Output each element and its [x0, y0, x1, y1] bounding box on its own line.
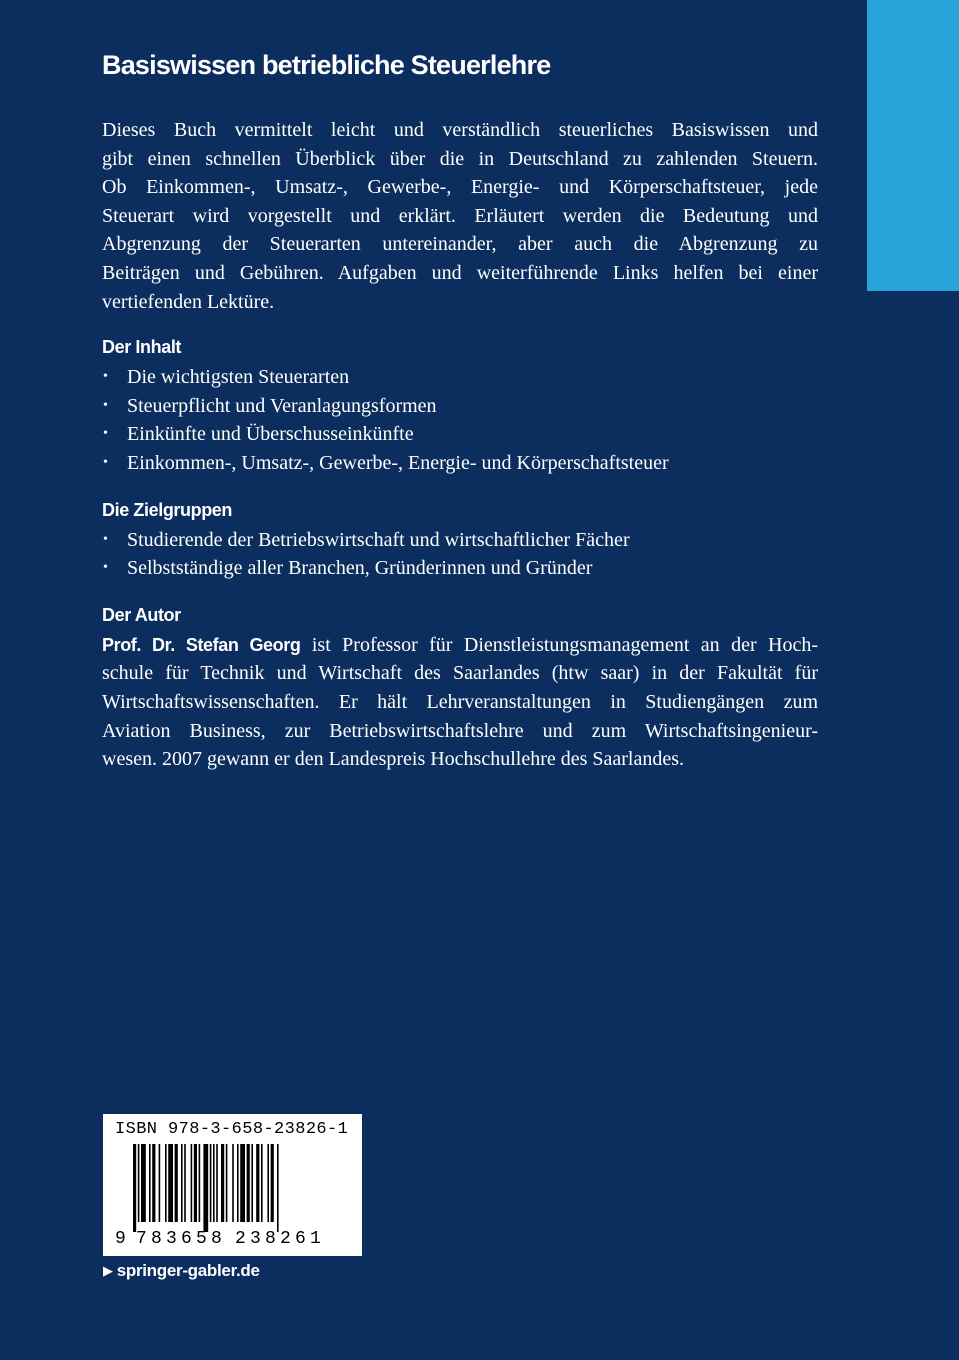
barcode-digit: 2 — [280, 1229, 291, 1249]
intro-line: Steuerart wird vorgestellt und erklärt. Erläutert werden die Bedeutung und — [102, 204, 818, 227]
author-line-text: ist Professor für Dienstleistungsmanagement an der Hoch- — [300, 633, 819, 656]
barcode-bar — [226, 1144, 228, 1222]
barcode-bar — [152, 1144, 155, 1222]
barcode-bar — [232, 1144, 234, 1222]
barcode-bar — [216, 1144, 218, 1222]
author-name: Prof. Dr. Stefan Georg — [102, 634, 301, 655]
publisher-website[interactable] — [103, 1261, 260, 1281]
barcode-bar — [203, 1144, 208, 1232]
list-item — [102, 526, 818, 555]
intro-line: Abgrenzung der Steuerarten untereinander, aber auch die Abgrenzung zu — [102, 233, 818, 256]
list-item-text: Einkommen-, Umsatz-, Gewerbe-, Energie- und Körperschaftsteuer — [127, 451, 669, 474]
barcode-bar — [240, 1144, 245, 1222]
barcode-bar — [247, 1144, 250, 1222]
bullet-icon: • — [103, 531, 108, 547]
bullet-icon: • — [103, 560, 108, 576]
barcode-bar — [271, 1144, 274, 1222]
list-item-text: Selbstständige aller Branchen, Gründerinnen und Gründer — [127, 557, 593, 580]
barcode-bar — [267, 1144, 269, 1222]
intro-line: Dieses Buch vermittelt leicht und verständlich steuerliches Basiswissen und — [102, 119, 818, 141]
barcode-digit: 8 — [265, 1229, 276, 1249]
arrow-right-icon: ▶ — [103, 1263, 113, 1278]
barcode-bar — [159, 1144, 161, 1222]
contents-list — [102, 363, 818, 477]
list-item — [102, 449, 818, 478]
list-item-text: Studierende der Betriebswirtschaft und wirtschaftlicher Fächer — [127, 528, 630, 551]
barcode-bar — [138, 1144, 140, 1222]
barcode-bar — [251, 1144, 253, 1222]
author-line: schule für Technik und Wirtschaft des Saarlandes (htw saar) in der Fakultät für — [102, 662, 818, 685]
isbn-label: ISBN 978-3-658-23826-1 — [115, 1120, 349, 1139]
barcode-bar — [165, 1144, 167, 1222]
barcode-digit: 6 — [295, 1229, 306, 1249]
barcode-bar — [133, 1144, 136, 1232]
barcode-digit: 6 — [181, 1229, 192, 1249]
barcode-bar — [149, 1144, 151, 1222]
barcode-digit: 2 — [235, 1229, 246, 1249]
list-item-text: Einkünfte und Überschusseinkünfte — [127, 423, 414, 446]
barcode-digit: 3 — [250, 1229, 261, 1249]
list-item — [102, 554, 818, 583]
barcode-bar — [141, 1144, 146, 1222]
book-title: Basiswissen betriebliche Steuerlehre — [102, 50, 551, 80]
author-line — [102, 631, 818, 660]
barcode-bar — [213, 1144, 215, 1222]
barcode-bar — [277, 1144, 279, 1232]
barcode-bars — [103, 1144, 362, 1234]
barcode-bar — [237, 1144, 239, 1222]
author-line: Wirtschaftswissenschaften. Er hält Lehrveranstaltungen in Studiengängen zum — [102, 690, 818, 713]
list-item — [102, 392, 818, 421]
audience-list — [102, 526, 818, 583]
barcode-bar — [210, 1144, 212, 1222]
barcode-digit: 3 — [166, 1229, 177, 1249]
isbn-barcode — [103, 1114, 362, 1256]
author-paragraph — [102, 631, 818, 774]
intro-line: Ob Einkommen-, Umsatz-, Gewerbe-, Energie- und Körperschaftsteuer, jede — [102, 176, 818, 199]
intro-line: Beiträgen und Gebühren. Aufgaben und weiterführende Links helfen bei einer — [102, 261, 818, 284]
barcode-digit: 1 — [310, 1229, 321, 1249]
author-line: Aviation Business, zur Betriebswirtschaftslehre und zum Wirtschaftsingenieur- — [102, 719, 818, 742]
barcode-bar — [261, 1144, 263, 1222]
intro-paragraph — [102, 116, 818, 316]
barcode-digit: 8 — [151, 1229, 162, 1249]
bullet-icon: • — [103, 454, 108, 470]
barcode-digit: 7 — [136, 1229, 147, 1249]
barcode-bar — [184, 1144, 186, 1222]
barcode-bar — [199, 1144, 201, 1222]
list-item-text: Die wichtigsten Steuerarten — [127, 366, 350, 389]
website-label: springer-gabler.de — [116, 1261, 260, 1280]
list-item — [102, 420, 818, 449]
back-cover-text — [102, 40, 818, 774]
barcode-bar — [221, 1144, 224, 1222]
barcode-bar — [256, 1144, 259, 1222]
bullet-icon: • — [103, 426, 108, 442]
audience-heading: Die Zielgruppen — [102, 499, 233, 520]
bullet-icon: • — [103, 369, 108, 385]
contents-heading: Der Inhalt — [102, 337, 182, 358]
bullet-icon: • — [103, 397, 108, 413]
barcode-bar — [181, 1144, 183, 1222]
list-item — [102, 363, 818, 392]
list-item-text: Steuerpflicht und Veranlagungsformen — [127, 394, 437, 417]
intro-line: vertiefenden Lektüre. — [102, 290, 275, 313]
accent-tab — [867, 0, 959, 291]
barcode-bar — [175, 1144, 178, 1222]
barcode-bar — [191, 1144, 193, 1222]
barcode-digit: 8 — [211, 1229, 222, 1249]
intro-line: gibt einen schnellen Überblick über die in Deutschland zu zahlenden Steuern. — [102, 147, 818, 170]
barcode-digit: 5 — [196, 1229, 207, 1249]
barcode-digits — [103, 1229, 362, 1251]
barcode-bar — [194, 1144, 197, 1222]
barcode-bar — [168, 1144, 173, 1222]
barcode-digit: 9 — [115, 1229, 126, 1249]
author-heading: Der Autor — [102, 604, 181, 625]
author-line: wesen. 2007 gewann er den Landespreis Hochschullehre des Saarlandes. — [102, 748, 685, 771]
